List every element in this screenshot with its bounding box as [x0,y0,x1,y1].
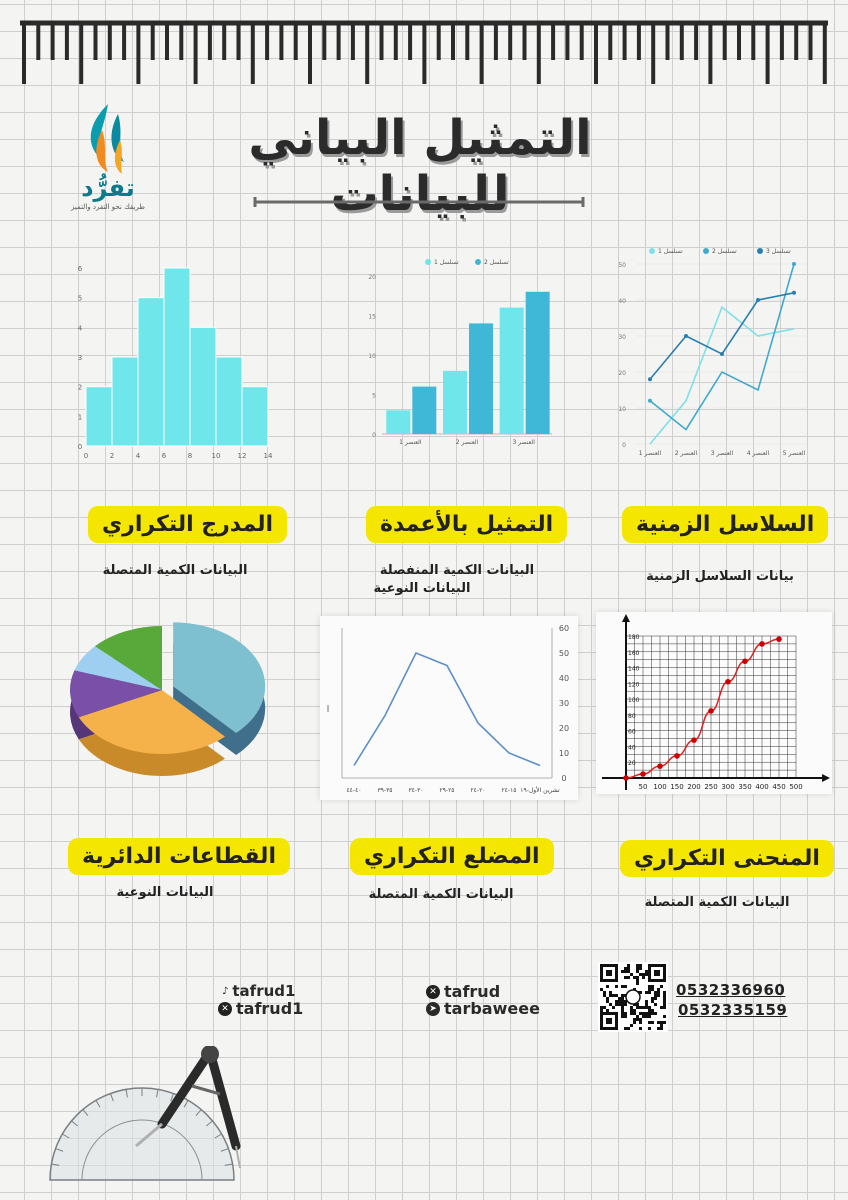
curve-point [674,753,680,759]
y-tick-label: 40 [628,744,636,752]
phone-number-1[interactable]: 0532336960 [676,981,786,999]
qr-module [642,1012,645,1015]
qr-module [660,1024,663,1027]
qr-module [651,1012,654,1015]
qr-finder-core [654,970,660,976]
qr-module [639,967,642,970]
qr-module [630,1024,633,1027]
legend-swatch [649,248,655,254]
histogram-bar [86,387,112,446]
qr-module [663,997,666,1000]
y-axis-arrow [622,614,630,622]
section-subtitle-bars-1: البيانات الكمية المنفصلة [379,563,535,578]
histogram-bar [138,298,164,446]
protractor-compass-icon [40,1046,250,1186]
qr-module [624,970,627,973]
legend-label: تسلسل 3 [766,248,791,255]
telegram-icon: ➤ [426,1002,440,1016]
legend-label: تسلسل 2 [484,259,509,266]
legend-label: تسلسل 1 [434,259,459,266]
category-label: ٢٥-٢٩ [439,787,455,794]
contact-telegram[interactable]: ➤ tarbaweee [426,999,540,1018]
qr-module [648,1027,651,1030]
qr-module [636,976,639,979]
section-subtitle-pie: البيانات النوعية [116,885,214,900]
qr-module [627,967,630,970]
category-label: ٣٥-٣٩ [377,787,393,794]
ruler-decoration [20,20,828,88]
qr-module [624,976,627,979]
qr-module [615,1003,618,1006]
x-tick-label: 350 [738,783,752,791]
qr-module [633,1021,636,1024]
qr-module [633,1012,636,1015]
qr-module [639,1027,642,1030]
qr-module [648,1015,651,1018]
bar [443,371,467,434]
qr-module [621,994,624,997]
curve-point [742,658,748,664]
x-tick-label: 2 [109,452,115,460]
contact-x-left[interactable]: ✕ tafrud1 [218,999,303,1018]
qr-module [630,973,633,976]
qr-module [660,985,663,988]
qr-module [621,970,624,973]
category-label: العنصر 2 [455,439,479,446]
series-point [648,377,652,381]
contact-tiktok[interactable]: ♪ tafrud1 [222,982,296,1000]
qr-module [654,994,657,997]
qr-module [645,1012,648,1015]
x-tick-label: 14 [263,452,273,460]
legend-swatch [475,259,481,265]
qr-module [651,985,654,988]
qr-module [663,994,666,997]
bar [500,308,524,434]
y-tick-label: 60 [628,728,636,736]
section-title-time-series: السلاسل الزمنية [622,506,828,543]
qr-module [636,964,639,967]
qr-module [630,1009,633,1012]
qr-module [621,985,624,988]
bar [469,323,493,434]
qr-module [663,1021,666,1024]
bar [386,410,410,434]
page-title: التمثيل البياني للبيانات [248,110,592,222]
y-tick-label: 80 [628,712,636,720]
y-tick-label: 0 [77,443,83,451]
qr-module [645,991,648,994]
qr-module [648,991,651,994]
qr-module [654,991,657,994]
qr-module [621,1012,624,1015]
legend-swatch [757,248,763,254]
x-icon: ✕ [426,985,440,999]
qr-module [618,997,621,1000]
x-tick-label: 200 [687,783,701,791]
qr-module [639,973,642,976]
qr-module [648,1021,651,1024]
x-tick-label: 450 [772,783,786,791]
curve-point [623,775,629,781]
category-label: ٣٠-٣٤ [408,787,424,794]
x-tick-label: 8 [187,452,193,460]
histogram-bar [164,268,190,446]
qr-module [627,970,630,973]
x-tick-label: 250 [704,783,718,791]
qr-module [621,997,624,1000]
qr-module [606,985,609,988]
y-tick-label: 5 [77,294,83,303]
y-tick-label: 10 [368,353,376,360]
series-line [650,264,794,430]
section-title-polygon: المضلع التكراري [350,838,554,875]
qr-module [636,1006,639,1009]
section-subtitle-bars-2: البيانات النوعية [373,581,471,596]
logo-flame-icon [62,100,154,220]
y-tick-label: 6 [77,265,83,273]
x-tick-label: 100 [653,783,667,791]
category-label: ٢٠-٢٤ [470,787,486,794]
category-label: ١٥-٢٤ [501,787,517,794]
qr-module [663,1015,666,1018]
y-tick-label: 30 [558,699,570,708]
histogram-bar [216,357,242,446]
x-tick-label: 50 [638,783,648,791]
x-tick-label: 0 [83,452,89,460]
x-tick-label: 4 [135,452,141,460]
curve-point [708,708,714,714]
qr-module [657,991,660,994]
section-subtitle-polygon: البيانات الكمية المتصلة [368,887,514,902]
qr-module [615,1000,618,1003]
qr-module [606,1009,609,1012]
y-tick-label: 100 [628,697,640,705]
histogram-bar [242,387,268,446]
time-series-chart [612,242,818,460]
x-icon: ✕ [218,1002,232,1016]
qr-module [600,988,603,991]
legend-label: تسلسل 1 [658,248,683,255]
y-tick-label: 50 [558,649,570,658]
qr-module [603,994,606,997]
y-tick-label: 180 [628,634,640,641]
qr-module [651,997,654,1000]
qr-module [618,1000,621,1003]
qr-module [639,1012,642,1015]
qr-module [633,1018,636,1021]
y-tick-label: 1 [77,413,83,422]
x-axis-arrow [822,774,830,782]
qr-module [657,1021,660,1024]
category-label: العنصر 1 [638,450,662,457]
category-label: العنصر 4 [746,450,770,457]
qr-module [621,1015,624,1018]
x-tick-label: 500 [789,783,803,791]
y-tick-label: 40 [618,298,626,305]
y-tick-label: 0 [622,442,626,449]
qr-module [642,1006,645,1009]
qr-module [642,973,645,976]
qr-module [654,997,657,1000]
y-tick-label: 30 [618,334,626,341]
qr-module [654,1012,657,1015]
category-label: تشرين الأول-١٩ [520,787,560,794]
qr-module [630,1006,633,1009]
y-tick-label: 4 [77,324,83,333]
y-tick-label: 2 [77,383,83,392]
qr-module [642,1015,645,1018]
qr-module [606,997,609,1000]
qr-module [657,1027,660,1030]
qr-module [633,1009,636,1012]
section-subtitle-time-series: بيانات السلاسل الزمنية [646,569,794,584]
bar [412,387,436,434]
qr-module [645,973,648,976]
curve-point [691,737,697,743]
qr-module [615,994,618,997]
qr-module [660,1027,663,1030]
qr-module [621,1003,624,1006]
curve-point [759,641,765,647]
qr-module [648,988,651,991]
title-underline [252,196,586,208]
bar [526,292,550,434]
y-tick-label: 10 [558,749,570,758]
qr-module [609,1003,612,1006]
qr-module [627,1027,630,1030]
qr-module [645,970,648,973]
category-label: ٤٠-٤٤ [346,787,362,794]
category-label: العنصر 5 [782,450,806,457]
qr-module [636,1018,639,1021]
y-tick-label: 160 [628,649,640,657]
qr-module [621,1000,624,1003]
logo-name: تفرُّد [81,174,135,202]
section-title-curve: المنحنى التكراري [620,840,834,877]
phone-number-2[interactable]: 0532335159 [678,1001,788,1019]
logo-tagline: طريقك نحو التفرد والتميز [71,203,145,211]
qr-module [612,1006,615,1009]
whatsapp-icon [626,990,640,1004]
series-point [648,399,652,403]
qr-module [657,994,660,997]
qr-module [651,1009,654,1012]
x-tick-label: 10 [211,452,221,460]
qr-module [639,1018,642,1021]
histogram-chart [72,258,282,462]
qr-module [663,1006,666,1009]
x-tick-label: 12 [237,452,247,460]
qr-module [660,1021,663,1024]
qr-module [627,964,630,967]
legend-swatch [425,259,431,265]
frequency-curve-chart [596,612,832,794]
qr-module [636,979,639,982]
series-point [792,291,796,295]
qr-code-icon[interactable] [598,962,668,1032]
y-axis-label: ا [326,705,330,715]
category-label: العنصر 3 [512,439,535,446]
x-tick-label: 150 [670,783,684,791]
y-tick-label: 20 [368,274,376,281]
qr-module [651,1000,654,1003]
y-tick-label: 50 [618,262,626,269]
qr-module [651,988,654,991]
y-tick-label: 60 [558,624,570,633]
qr-module [639,1021,642,1024]
qr-module [639,964,642,967]
section-subtitle-curve: البيانات الكمية المتصلة [644,895,790,910]
tiktok-icon: ♪ [222,985,229,997]
qr-module [624,1012,627,1015]
curve-point [776,636,782,642]
y-tick-label: 0 [561,774,567,783]
qr-module [630,1012,633,1015]
qr-finder-core [606,1018,612,1024]
qr-module [636,1015,639,1018]
qr-module [618,1003,621,1006]
qr-module [642,976,645,979]
series-point [720,352,724,356]
polygon-line [354,653,540,766]
qr-module [606,1000,609,1003]
qr-module [648,1009,651,1012]
series-point [792,262,796,266]
series-point [756,298,760,302]
qr-module [663,1003,666,1006]
curve-point [657,763,663,769]
qr-module [624,1027,627,1030]
curve-point [640,771,646,777]
qr-module [663,1000,666,1003]
qr-module [624,967,627,970]
y-tick-label: 10 [618,406,626,413]
qr-module [654,1003,657,1006]
curve-point [725,679,731,685]
qr-module [636,967,639,970]
y-tick-label: 20 [558,724,570,733]
qr-module [633,976,636,979]
qr-module [612,994,615,997]
legend-label: تسلسل 2 [712,248,737,255]
qr-module [660,1006,663,1009]
section-title-pie: القطاعات الدائرية [68,838,290,875]
qr-module [621,1009,624,1012]
qr-module [639,1006,642,1009]
qr-module [600,1006,603,1009]
qr-module [636,982,639,985]
y-tick-label: 3 [77,354,83,362]
qr-module [648,1012,651,1015]
x-tick-label: 6 [161,452,167,460]
series-line [650,307,794,444]
pie-chart-3d [62,606,268,806]
y-tick-label: 15 [368,313,376,321]
category-label: العنصر 1 [399,439,422,446]
qr-finder-core [606,970,612,976]
qr-module [663,991,666,994]
grouped-bar-chart [362,252,562,452]
section-title-bars: التمثيل بالأعمدة [366,506,567,543]
qr-module [624,1003,627,1006]
qr-module [627,976,630,979]
x-tick-label: 400 [755,783,769,791]
qr-module [645,1000,648,1003]
frequency-polygon-chart [320,616,578,800]
y-tick-label: 5 [372,392,376,400]
qr-module [645,1006,648,1009]
qr-module [624,1015,627,1018]
legend-swatch [703,248,709,254]
qr-module [645,1015,648,1018]
qr-module [645,1003,648,1006]
qr-module [609,991,612,994]
qr-module [657,988,660,991]
y-tick-label: 20 [628,760,636,768]
x-tick-label: 300 [721,783,735,791]
contact-x-mid[interactable]: ✕ tafrud [426,982,500,1001]
qr-module [615,985,618,988]
series-point [684,334,688,338]
qr-module [600,1009,603,1012]
qr-module [603,1006,606,1009]
section-subtitle-histogram: البيانات الكمية المتصلة [102,563,248,578]
qr-module [621,1006,624,1009]
qr-module [636,970,639,973]
qr-module [648,985,651,988]
section-title-histogram: المدرج التكراري [88,506,287,543]
qr-module [648,1006,651,1009]
qr-module [609,994,612,997]
qr-module [624,985,627,988]
qr-module [651,1021,654,1024]
category-label: العنصر 2 [674,450,698,457]
y-tick-label: 0 [372,432,376,439]
histogram-bar [112,357,138,446]
y-tick-label: 20 [618,370,626,377]
category-label: العنصر 3 [710,450,734,457]
y-tick-label: 140 [628,665,640,673]
y-tick-label: 120 [628,681,640,689]
y-tick-label: 40 [558,674,570,683]
histogram-bar [190,327,216,446]
qr-module [603,991,606,994]
